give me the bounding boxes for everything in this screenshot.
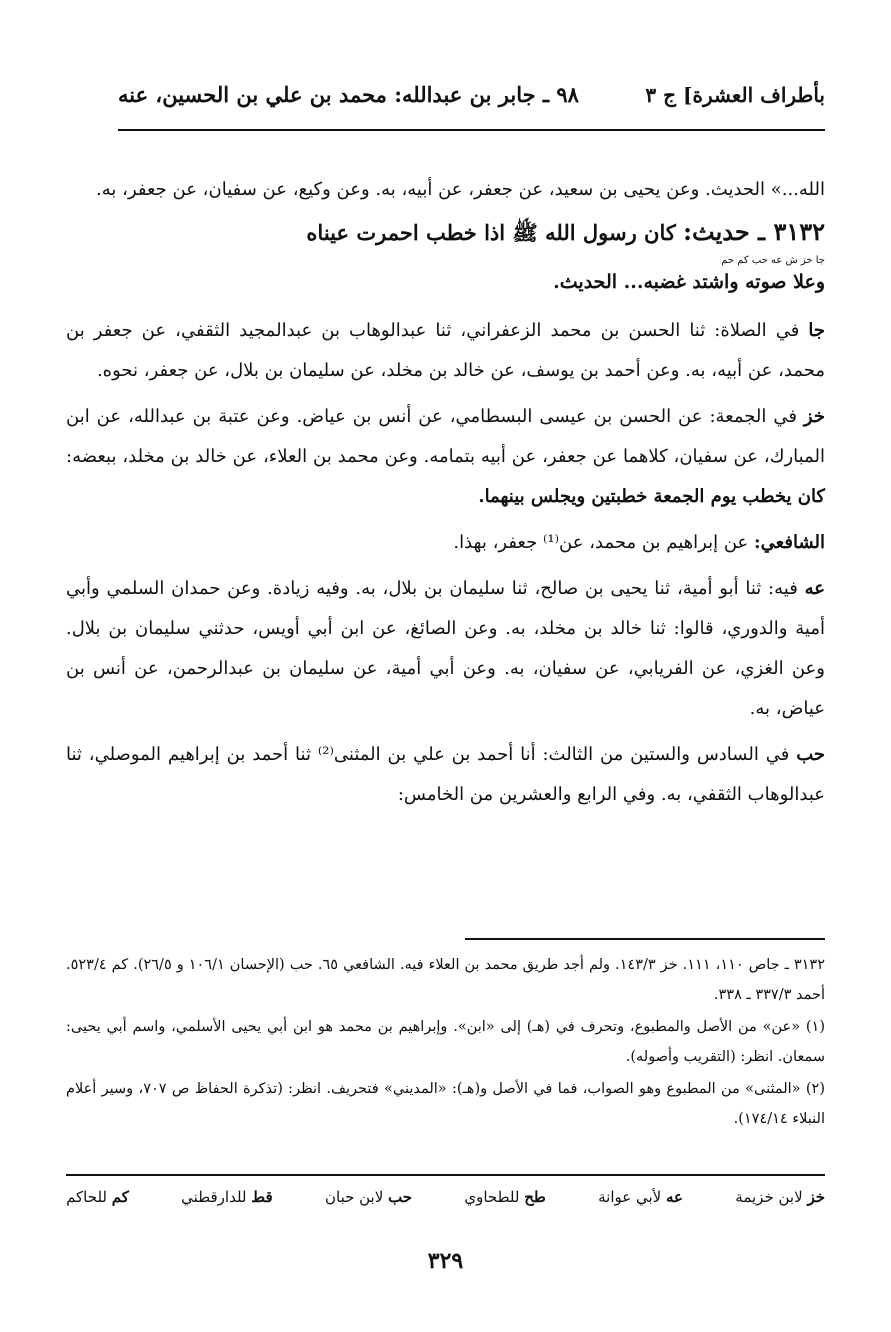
legend-item: خز لابن خزيمة	[735, 1188, 825, 1206]
header-book-title: بأطراف العشرة] ج ٣	[645, 83, 825, 107]
source-text: فيه: ثنا أبو أمية، ثنا يحيى بن صالح، ثنا سليمان بن بلال، به. وفيه زيادة. وعن حمدان السلمي وأبي أمية والدوري، قالوا: ثنا خالد بن مخلد، به. وعن الصائغ، عن ابن أبي أويس، حدثني سليمان بن بلال. وعن الغزي، عن الفريابي، عن سفيان، به. وعن أبي أمية، عن سليمان بن عبدالرحمن، عن أنس بن عياض، به.	[66, 578, 825, 719]
page-number: ٣٢٩	[427, 1248, 464, 1274]
header-rule	[118, 129, 825, 131]
source-paragraph-hb	[66, 735, 825, 815]
footnote-sources: ٣١٣٢ ـ جاص ١١٠، ١١١. خز ١٤٣/٣. ولم أجد طريق محمد بن العلاء فيه. الشافعي ٦٥. حب (الإحسان ١٠٦/١ و ٢٦/٥). كم ٥٢٣/٤. أحمد ٣٣٧/٣ ـ ٣٣٨.	[66, 957, 826, 1003]
source-text: في الجمعة: عن الحسن بن عيسى البسطامي، عن أنس بن عياض. وعن عتبة بن عبدالله، عن ابن المبارك، عن سفيان، كلاهما عن جعفر، عن أبيه بتمامه. وعن محمد بن العلاء، عن خالد بن مخلد، ببعضه:	[66, 406, 825, 467]
source-code: جا	[808, 320, 825, 341]
legend-item: عه لأبي عوانة	[598, 1188, 684, 1206]
legend-item: قط للدارقطني	[181, 1188, 273, 1206]
footnote-1: (١) «عن» من الأصل والمطبوع، وتحرف في (هـ) إلى «ابن». وإبراهيم بن محمد هو ابن أبي يحيى الأسلمي، واسم أبي يحيى: سمعان. انظر: (التقريب وأصوله).	[66, 1019, 825, 1065]
source-paragraph-ja	[66, 311, 825, 391]
quoted-text: كان يخطب يوم الجمعة خطبتين ويجلس بينهما.	[478, 486, 825, 507]
footnote-2: (٢) «المثنى» من المطبوع وهو الصواب، فما في الأصل و(هـ): «المديني» فتحريف. انظر: (تذكرة الحفاظ ص ٧٠٧، وسير أعلام النبلاء ١٧٤/١٤).	[66, 1081, 825, 1127]
footnotes	[66, 950, 825, 1136]
source-paragraph-khz	[66, 397, 825, 517]
source-paragraph-shafii	[66, 523, 825, 563]
hadith-text-continuation: وعلا صوته واشتد غضبه... الحديث.	[553, 271, 825, 293]
hadith-heading	[66, 216, 825, 249]
paragraph-continuation: الله...» الحديث. وعن يحيى بن سعيد، عن جعفر، عن أبيه، به. وعن وكيع، عن سفيان، عن جعفر، به.	[96, 179, 825, 200]
abbreviation-legend	[66, 1188, 825, 1206]
legend-item: حب لابن حبان	[324, 1188, 413, 1206]
source-text: في السادس والستين من الثالث: أنا أحمد بن علي بن المثنى⁽²⁾ ثنا أحمد بن إبراهيم الموصلي، ثنا عبدالوهاب الثقفي، به. وفي الرابع والعشرين من الخامس:	[66, 744, 825, 805]
source-code: حب	[796, 744, 825, 765]
main-text	[66, 170, 825, 821]
hadith-sigla: جا خز ش عه حب كم حم	[721, 255, 825, 266]
legend-rule	[66, 1174, 825, 1176]
header-section-title: ٩٨ ـ جابر بن عبدالله: محمد بن علي بن الحسين، عنه	[118, 82, 579, 107]
legend-item: طح للطحاوي	[464, 1188, 546, 1206]
source-text: عن إبراهيم بن محمد، عن⁽¹⁾ جعفر، بهذا.	[453, 532, 749, 553]
hadith-number: ٣١٣٢ ـ حديث:	[683, 217, 825, 246]
source-code: خز	[803, 406, 825, 427]
hadith-text: كان رسول الله ﷺ اذا خطب احمرت عيناه	[306, 220, 676, 245]
source-code: الشافعي:	[754, 532, 825, 553]
source-paragraph-aa	[66, 569, 825, 729]
footnote-rule	[465, 938, 825, 940]
source-code: عه	[804, 578, 825, 599]
source-text: في الصلاة: ثنا الحسن بن محمد الزعفراني، ثنا عبدالوهاب بن عبدالمجيد الثقفي، عن جعفر بن محمد، عن أبيه، به. وعن أحمد بن يوسف، عن خالد بن مخلد، عن سليمان بن بلال، عن جعفر، نحوه.	[66, 320, 825, 381]
legend-item: كم للحاكم	[66, 1188, 129, 1206]
running-header	[118, 82, 825, 107]
